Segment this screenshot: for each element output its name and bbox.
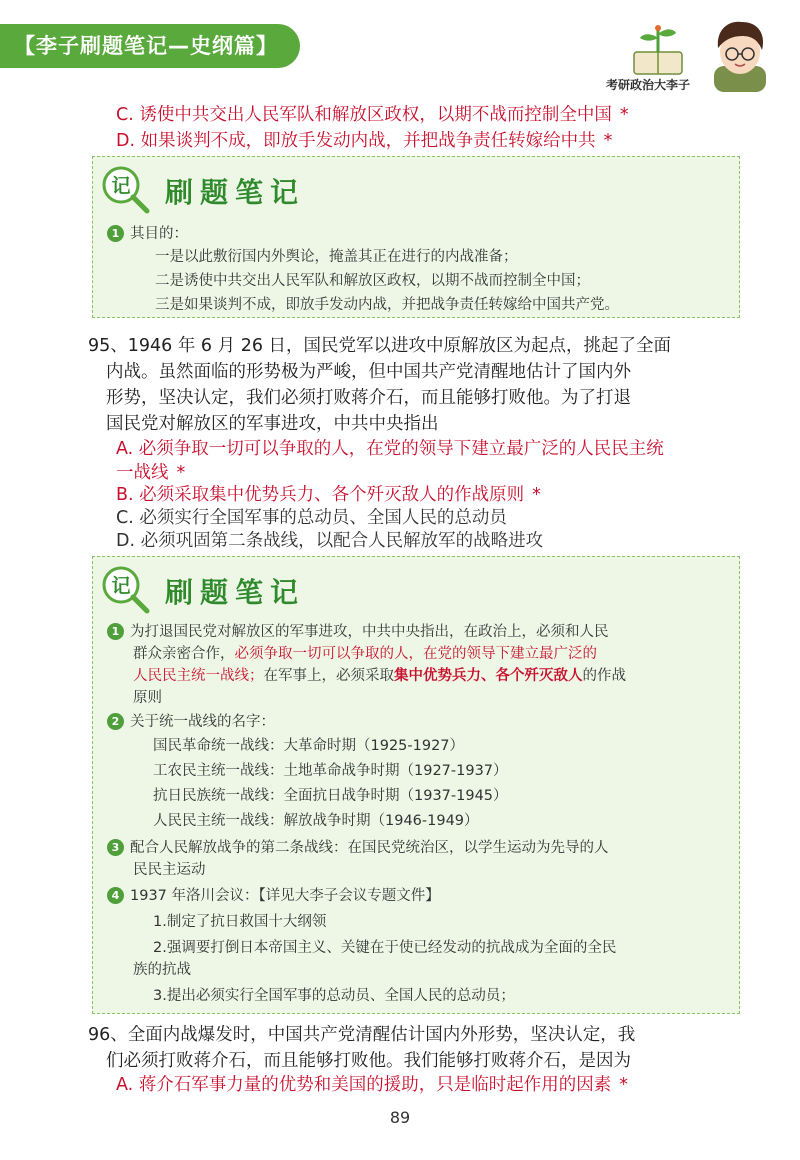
q96-stem: 96、全面内战爆发时，中国共产党清醒估计国内外形势，坚决认定，我 — [88, 1025, 636, 1045]
note2-item-1-line: 群众亲密合作，必须争取一切可以争取的人，在党的领导下建立最广泛的 — [133, 646, 597, 662]
luochuan-line: 3.提出必须实行全国军事的总动员、全国人民的总动员； — [153, 988, 515, 1004]
avatar — [708, 18, 772, 92]
option-c: C. 诱使中共交出人民军队和解放区政权，以期不战而控制全中国 * — [116, 105, 629, 125]
note-title: 刷题笔记 — [165, 576, 306, 609]
note2-item-4: 4 1937 年洛川会议：【详见大李子会议专题文件】 — [107, 885, 440, 907]
q95-option-a: A. 必须争取一切可以争取的人，在党的领导下建立最广泛的人民民主统 — [116, 439, 664, 459]
note-box-2 — [92, 556, 740, 1014]
svg-text:记: 记 — [111, 575, 131, 597]
q95-option-a-cont: 一战线 * — [116, 463, 186, 483]
magnifier-note-icon — [99, 563, 151, 615]
note2-item-3-line: 民民主运动 — [133, 862, 206, 878]
q96-option-a: A. 蒋介石军事力量的优势和美国的援助，只是临时起作用的因素 * — [116, 1075, 629, 1095]
note-box-1 — [92, 156, 740, 318]
magnifier-note-icon — [99, 163, 151, 215]
q95-option-b: B. 必须采取集中优势兵力、各个歼灭敌人的作战原则 * — [116, 485, 541, 505]
note1-item-1: 1 其目的： — [107, 223, 188, 245]
note2-item-2: 2 关于统一战线的名字： — [107, 711, 275, 733]
q95-option-d: D. 必须巩固第二条战线，以配合人民解放军的战略进攻 — [116, 531, 544, 551]
note1-line: 二是诱使中共交出人民军队和解放区政权，以期不战而控制全中国； — [155, 273, 590, 289]
svg-text:记: 记 — [111, 175, 131, 197]
header-tag: 【李子刷题笔记—史纲篇】 — [0, 24, 300, 68]
q95-option-c: C. 必须实行全国军事的总动员、全国人民的总动员 — [116, 508, 507, 528]
note2-item-1: 1 为打退国民党对解放区的军事进攻，中共中央指出，在政治上，必须和人民 — [107, 621, 609, 643]
q95-stem: 形势，坚决认定，我们必须打败蒋介石，而且能够打败他。为了打退 — [106, 388, 631, 408]
united-front-line: 抗日民族统一战线：全面抗日战争时期（1937-1945） — [153, 788, 508, 804]
united-front-line: 人民民主统一战线：解放战争时期（1946-1949） — [153, 813, 479, 829]
luochuan-line: 族的抗战 — [133, 962, 191, 978]
q95-stem: 国民党对解放区的军事进攻，中共中央指出 — [106, 414, 439, 434]
note1-line: 三是如果谈判不成，即放手发动内战，并把战争责任转嫁给中国共产党。 — [155, 297, 619, 313]
option-d: D. 如果谈判不成，即放手发动内战，并把战争责任转嫁给中共 * — [116, 131, 613, 151]
sprout-logo-icon — [628, 22, 688, 78]
united-front-line: 工农民主统一战线：土地革命战争时期（1927-1937） — [153, 763, 508, 779]
note-title: 刷题笔记 — [165, 176, 306, 209]
note1-line: 一是以此敷衍国内外舆论，掩盖其正在进行的内战准备； — [155, 249, 518, 265]
q95-stem: 内战。虽然面临的形势极为严峻，但中国共产党清醒地估计了国内外 — [106, 362, 631, 382]
note2-item-1-line: 原则 — [133, 690, 162, 706]
brand-name: 考研政治大李子 — [606, 78, 691, 92]
q95-stem: 95、1946 年 6 月 26 日，国民党军以进攻中原解放区为起点，挑起了全面 — [88, 336, 672, 356]
luochuan-line: 1.制定了抗日救国十大纲领 — [153, 914, 327, 930]
luochuan-line: 2.强调要打倒日本帝国主义、关键在于使已经发动的抗战成为全面的全民 — [153, 940, 617, 956]
q96-stem: 们必须打败蒋介石，而且能够打败他。我们能够打败蒋介石，是因为 — [106, 1051, 631, 1071]
page-number: 89 — [389, 1108, 411, 1127]
united-front-line: 国民革命统一战线：大革命时期（1925-1927） — [153, 738, 465, 754]
note2-item-3: 3 配合人民解放战争的第二条战线：在国民党统治区，以学生运动为先导的人 — [107, 837, 609, 859]
note2-item-1-line: 人民民主统一战线；在军事上，必须采取集中优势兵力、各个歼灭敌人的作战 — [133, 668, 626, 684]
